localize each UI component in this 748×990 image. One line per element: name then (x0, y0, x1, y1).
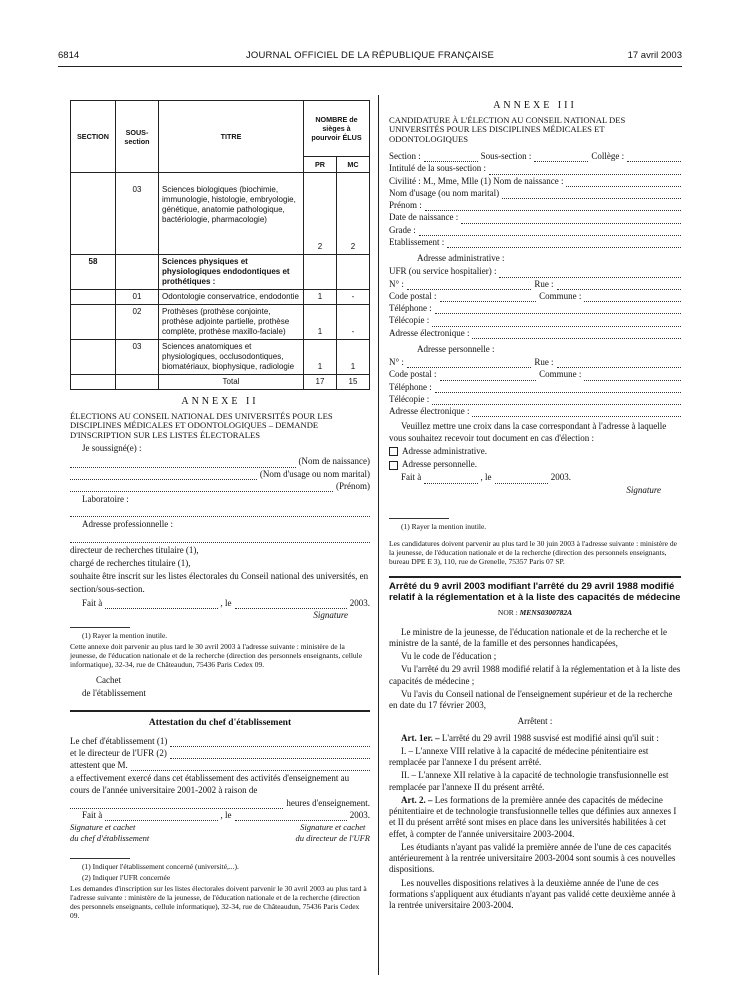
atteste-label: attestent que M. (70, 760, 128, 770)
cell-pr (304, 255, 337, 290)
th-titre: TITRE (159, 101, 304, 173)
nom-naissance-label: (Nom de naissance) (298, 456, 370, 467)
arrete-p2: Vu le code de l'éducation ; (401, 651, 497, 662)
charge-recherche: chargé de recherches titulaire (1), (70, 557, 191, 568)
art1-label: Art. 1er. – (401, 732, 440, 743)
rue-label-2: Rue : (534, 357, 554, 368)
cell-pr: 1 (304, 340, 337, 375)
attestation-title: Attestation du chef d'établissement (148, 717, 292, 728)
page-number: 6814 (58, 50, 80, 61)
table-row (71, 340, 370, 375)
cell-sous: 03 (116, 340, 159, 375)
opt-admin-label: Adresse administrative. (402, 445, 487, 456)
dotted-line (70, 507, 370, 517)
art1-text: L'arrêté du 29 avril 1988 susvisé est modifié ainsi qu'il suit : (441, 732, 659, 743)
signature-label: Signature (313, 609, 348, 620)
annexe2-note1: (1) Rayer la mention inutile. (82, 631, 168, 641)
checkbox-admin[interactable] (389, 447, 398, 456)
signature-row (70, 822, 370, 843)
mail-label: Adresse électronique : (389, 327, 470, 338)
a3-le-label: , le (480, 472, 492, 483)
rue-label: Rue : (534, 278, 554, 289)
table-row (71, 305, 370, 340)
note-rule (70, 627, 130, 628)
heures-label: heures d'enseignement. (286, 797, 370, 808)
total-pr: 17 (304, 375, 337, 390)
th-sous-section: SOUS-section (116, 101, 159, 173)
cell-sous: 03 (116, 173, 159, 255)
cell-titre: Sciences anatomiques et physiologiques, occlusodontiques, biomatériaux, biophysique, radiologie (159, 340, 304, 375)
cell-mc: - (337, 290, 370, 305)
att-fait-label: Fait à (82, 810, 103, 820)
cell-sous: 01 (116, 290, 159, 305)
cell-mc (337, 255, 370, 290)
prenom-label: (Prénom) (336, 480, 370, 491)
section-rule (70, 710, 370, 712)
cell-sous (116, 255, 159, 290)
adresse-pro-label: Adresse professionnelle : (82, 519, 173, 530)
effectif-text: a effectivement exercé dans cet établissement des activités d'enseignement au cours de l'année universitaire 2001-2002 à raison de (70, 773, 350, 795)
annexe2-subtitle: ÉLECTIONS AU CONSEIL NATIONAL DES UNIVERSITÉS POUR LES DISCIPLINES MÉDICALES ET ODONTOLOGIQUES – DEMANDE D'INSCRIPTION SUR LES LISTES ÉLECTORALES (70, 410, 333, 441)
no-label-2: N° : (389, 357, 404, 368)
th-nombre: NOMBRE de sièges à pourvoir ÉLUS (304, 101, 370, 157)
header-rule (58, 66, 682, 67)
table-row (71, 290, 370, 305)
arrete-p1: Le ministre de la jeunesse, de l'éducation nationale et de la recherche et le ministre de la santé, de la famille et des personnes handicapées, (389, 626, 667, 648)
nor-label: NOR : (497, 607, 518, 617)
cell-mc: 2 (337, 173, 370, 255)
cell-section: 58 (71, 255, 116, 290)
section-rule (389, 576, 681, 578)
cachet-etab-label: de l'établissement (82, 688, 146, 699)
intitule-label: Intitulé de la sous-section : (389, 163, 486, 174)
opt-perso-label: Adresse personnelle. (402, 459, 477, 470)
tel-label-2: Téléphone : (389, 381, 432, 392)
th-pr: PR (304, 157, 337, 173)
total-row (71, 375, 370, 390)
art2-label: Art. 2. – (401, 794, 433, 805)
arrete-p4: Vu l'avis du Conseil national de l'enseignement supérieur et de la recherche en date du 17 février 2003, (389, 688, 673, 711)
checkbox-perso[interactable] (389, 461, 398, 470)
total-mc: 15 (337, 375, 370, 390)
dir-ufr-label: et le directeur de l'UFR (2) (70, 747, 167, 758)
nor-value: MENS0300782A (519, 607, 573, 617)
soussigne-label: Je soussigné(e) : (82, 443, 142, 454)
annexe3-subtitle: CANDIDATURE À L'ÉLECTION AU CONSEIL NATIONAL DES UNIVERSITÉS POUR LES DISCIPLINES MÉDICALES ET ODONTOLOGIQUES (389, 114, 626, 145)
arrete-title: Arrêté du 9 avril 2003 modifiant l'arrêté du 29 avril 1988 modifié relatif à la réglementation et à la liste des capacités de médecine (389, 580, 681, 603)
civilite-label: Civilité : M., Mme, Mlle (1) Nom de naissance : (389, 175, 564, 186)
att-note3: Les demandes d'inscription sur les listes électorales doivent parvenir le 30 avril 2003 au plus tard à l'adresse suivante : ministère de la jeunesse, de l'éducation nationale et de la recherche (direction des personnels enseignants, cellule informatique), 32-34, rue de Châteaudun, 75436 Paris Cedex 09. (70, 883, 367, 920)
fax-label: Télécopie : (389, 315, 430, 326)
college-label: Collège : (591, 151, 625, 162)
annexe3-title: ANNEXE III (493, 100, 577, 111)
cachet-label: Cachet (96, 675, 121, 686)
ufr-label: UFR (ou service hospitalier) : (389, 266, 497, 277)
arrete-p3: Vu l'arrêté du 29 avril 1988 modifié relatif à la réglementation et à la liste des capacités de médecine ; (389, 664, 681, 686)
no-label: N° : (389, 278, 404, 289)
cell-titre: Sciences biologiques (biochimie, immunologie, histologie, embryologie, génétique, anatomie pathologique, bactériologie, pharmacologie) (159, 173, 304, 255)
cell-titre: Odontologie conservatrice, endodontie (159, 290, 304, 305)
att-note2: (2) Indiquer l'UFR concernée (82, 872, 171, 882)
art1-ii: II. – L'annexe XII relative à la capacité de technologie transfusionnelle est remplacée par l'annexe II du présent arrêté. (389, 770, 669, 792)
mail-label-2: Adresse électronique : (389, 406, 470, 417)
att-year-label: 2003. (349, 810, 370, 820)
sig-left-1: Signature et cachet (70, 822, 136, 833)
commune-label-2: Commune : (539, 369, 582, 380)
fax-label-2: Télécopie : (389, 393, 430, 404)
art1-i: I. – L'annexe VIII relative à la capacité de médecine pénitentiaire est remplacée par l'annexe I du présent arrêté. (389, 745, 649, 768)
nom-usage-label: (Nom d'usage ou nom marital) (259, 468, 370, 479)
le-label: , le (220, 597, 232, 608)
cell-titre: Prothèses (prothèse conjointe, prothèse adjointe partielle, prothèse complète, prothèse maxillo-faciale) (159, 305, 304, 340)
note-rule (389, 518, 449, 519)
adr-admin-label: Adresse administrative : (417, 253, 505, 264)
laboratoire-label: Laboratoire : (82, 494, 129, 505)
sous-section-label: Sous-section : (480, 151, 532, 162)
right-column (389, 100, 681, 913)
adr-perso-label: Adresse personnelle : (417, 343, 495, 354)
nom-usage-label: Nom d'usage (ou nom marital) (389, 187, 500, 198)
a3-note2: Les candidatures doivent parvenir au plus tard le 30 juin 2003 à l'adresse suivante : ministère de la jeunesse, de l'éducation nationale et de la recherche (direction des personnels enseignants, bureau DPE E 3), 110, rue de Grenelle, 75357 Paris 07 SP. (389, 538, 677, 566)
table-row (71, 255, 370, 290)
chef-label: Le chef d'établissement (1) (70, 735, 168, 746)
cell-mc: 1 (337, 340, 370, 375)
art2-b: Les étudiants n'ayant pas validé la première année de l'une de ces capacités antérieurement à la rentrée universitaire 2003-2004 sont soumis à ces nouvelles dispositions. (389, 841, 676, 875)
column-separator (378, 95, 379, 975)
issue-date: 17 avril 2003 (627, 50, 682, 61)
sig-right-1: Signature et cachet (300, 822, 366, 833)
cp-label: Code postal : (389, 290, 437, 301)
a3-note1: (1) Rayer la mention inutile. (401, 521, 487, 531)
etablissement-label: Etablissement : (389, 236, 445, 247)
cell-mc: - (337, 305, 370, 340)
annexe2-title: ANNEXE II (181, 396, 259, 407)
veuillez-text: Veuillez mettre une croix dans la case correspondant à l'adresse à laquelle vous souhaitez recevoir tout document en cas d'élection : (389, 421, 667, 443)
cell-sous: 02 (116, 305, 159, 340)
cell-pr: 1 (304, 290, 337, 305)
commune-label: Commune : (539, 290, 582, 301)
total-label: Total (159, 375, 304, 390)
section-label: Section : (389, 151, 421, 162)
a3-year-label: 2003. (550, 472, 571, 483)
att-note1: (1) Indiquer l'établissement concerné (université,...). (82, 861, 239, 871)
fait-label: Fait à (82, 597, 103, 608)
art2-text: Les formations de la première année des capacités de médecine pénitentiaire et de technologie transfusionnelle telles que définies aux annexes I et II du présent arrêté sont mises en place dans les universités habilitées à cet effet, à compter de l'année universitaire 2003-2004. (389, 794, 677, 839)
cell-pr: 1 (304, 305, 337, 340)
cell-titre: Sciences physiques et physiologiques endodontiques et prothétiques : (159, 255, 304, 290)
cell-pr: 2 (304, 173, 337, 255)
year-label: 2003. (349, 597, 370, 608)
th-mc: MC (337, 157, 370, 173)
note-rule (70, 858, 130, 859)
art2-c: Les nouvelles dispositions relatives à la deuxième année de l'une de ces formations s'appliquent aux étudiants n'ayant pas validé cette deuxième année à la rentrée universitaire 2003-2004. (389, 877, 676, 911)
cp-label-2: Code postal : (389, 369, 437, 380)
sig-right-2: du directeur de l'UFR (295, 832, 370, 843)
sig-left-2: du chef d'établissement (70, 832, 150, 843)
section-text: section/sous-section. (70, 584, 145, 595)
dir-recherche: directeur de recherches titulaire (1), (70, 544, 199, 555)
att-le-label: , le (220, 810, 232, 820)
journal-title: JOURNAL OFFICIEL DE LA RÉPUBLIQUE FRANÇAISE (245, 50, 495, 61)
seats-table (70, 100, 370, 390)
table-row (71, 173, 370, 255)
grade-label: Grade : (389, 224, 416, 235)
date-naissance-label: Date de naissance : (389, 212, 459, 223)
arretent-label: Arrêtent : (517, 716, 553, 727)
th-section: SECTION (71, 101, 116, 173)
cell-section (71, 173, 116, 255)
annexe2-note2: Cette annexe doit parvenir au plus tard le 30 avril 2003 à l'adresse suivante : ministère de la jeunesse, de l'éducation nationale et de la recherche (direction des personnels enseignants, cellule informatique), 32-34, rue de Châteaudun, 75436 Paris Cedex 09. (70, 642, 363, 670)
left-column (70, 100, 370, 922)
page-header (58, 50, 682, 64)
a3-fait-label: Fait à (401, 472, 422, 483)
tel-label: Téléphone : (389, 303, 432, 314)
souhaite-text: souhaite être inscrit sur les listes électorales du Conseil national des universités, en (70, 571, 369, 582)
prenom-label: Prénom : (389, 200, 422, 211)
a3-signature-label: Signature (626, 484, 661, 495)
dotted-line (70, 533, 370, 543)
